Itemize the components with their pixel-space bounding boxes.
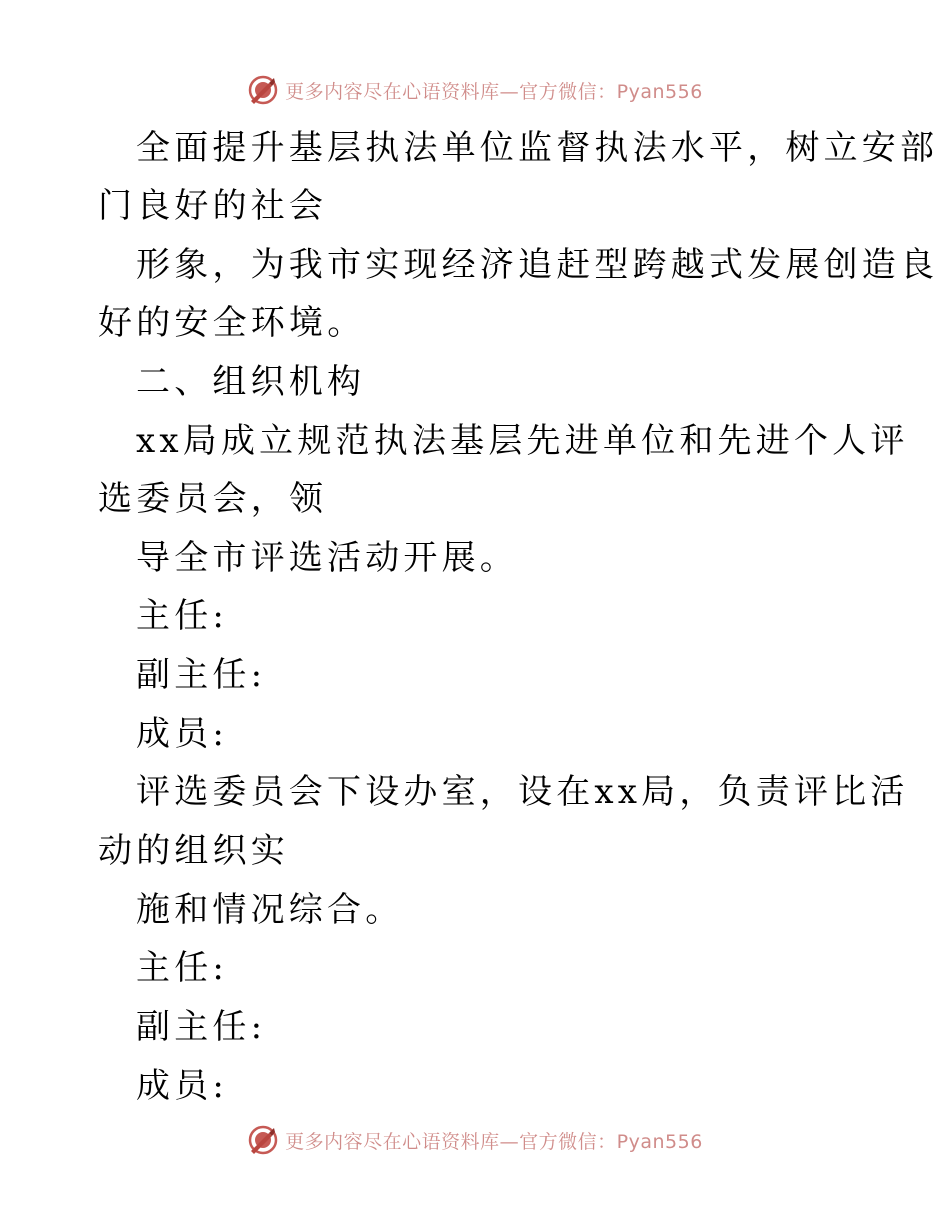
- wechat-id: Pyan556: [616, 80, 703, 103]
- director-label-2: 主任:: [136, 948, 229, 988]
- deputy-director-label-1: 副主任:: [136, 655, 267, 695]
- paragraph-1-line-2: 门良好的社会: [98, 186, 328, 226]
- paragraph-9-line-1: 评选委员会下设办室，设在xx局，负责评比活: [136, 772, 909, 812]
- paragraph-1-line-1: 全面提升基层执法单位监督执法水平，树立安部: [136, 128, 939, 168]
- watermark-text: 更多内容尽在心语资料库—官方微信：Pyan556: [285, 80, 703, 103]
- pen-logo-icon: [247, 74, 279, 106]
- paragraph-2-line-1: 形象，为我市实现经济追赶型跨越式发展创造良: [136, 245, 939, 285]
- paragraph-4-line-1: xx局成立规范执法基层先进单位和先进个人评: [136, 421, 909, 461]
- director-label-1: 主任:: [136, 596, 229, 636]
- paragraph-5-line-1: 导全市评选活动开展。: [136, 538, 518, 578]
- members-label-2: 成员:: [136, 1066, 229, 1106]
- pen-logo-icon: [247, 1124, 279, 1156]
- wechat-id: Pyan556: [616, 1130, 703, 1153]
- paragraph-4-line-2: 选委员会，领: [98, 479, 328, 519]
- paragraph-10-line-1: 施和情况综合。: [136, 890, 404, 930]
- watermark-text: 更多内容尽在心语资料库—官方微信：Pyan556: [285, 1130, 703, 1153]
- section-heading-organization: 二、组织机构: [136, 362, 366, 402]
- members-label-1: 成员:: [136, 714, 229, 754]
- paragraph-2-line-2: 好的安全环境。: [98, 303, 366, 343]
- watermark-banner-top: [0, 70, 950, 110]
- paragraph-9-line-2: 动的组织实: [98, 831, 289, 871]
- watermark-banner-bottom: [0, 1120, 950, 1160]
- deputy-director-label-2: 副主任:: [136, 1007, 267, 1047]
